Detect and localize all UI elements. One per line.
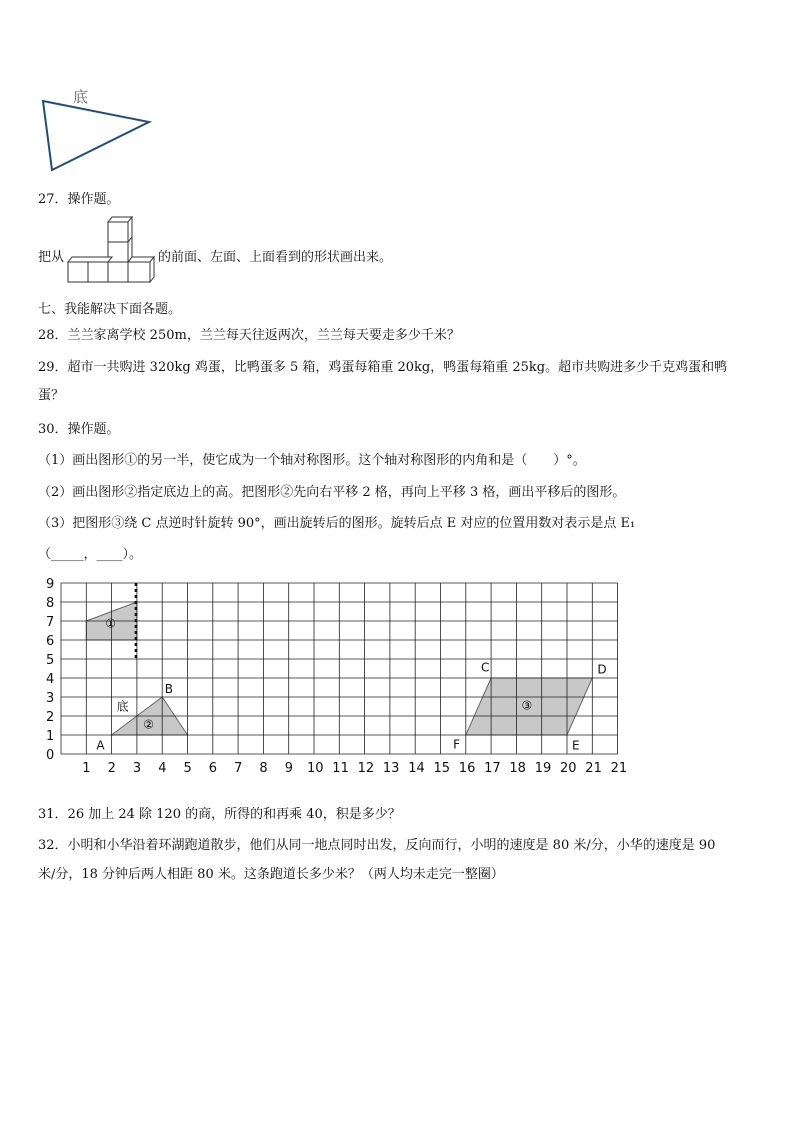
x-tick-label: 12 <box>357 761 375 776</box>
q30-part1: （1）画出图形①的另一半，使它成为一个轴对称图形。这个轴对称图形的内角和是（ ）°。 <box>38 453 586 468</box>
shape-1-label: ① <box>105 616 117 631</box>
x-tick-label: 18 <box>509 761 526 776</box>
x-tick-label: 11 <box>332 761 349 776</box>
triangle-base-label: 底 <box>73 88 89 106</box>
q28-text: 28．兰兰家离学校 250m，兰兰每天往返两次，兰兰每天要走多少千米？ <box>38 328 460 343</box>
point-f-label: F <box>453 737 461 752</box>
shape-2-label: ② <box>143 717 154 732</box>
x-tick-label: 21 <box>585 761 602 776</box>
x-tick-label: 1 <box>82 761 91 776</box>
x-tick-label: 6 <box>208 761 218 776</box>
y-tick-label: 6 <box>46 634 55 649</box>
q27-title: 27．操作题。 <box>38 192 120 207</box>
y-tick-label: 4 <box>46 672 55 687</box>
y-tick-label: 8 <box>46 596 55 611</box>
x-tick-label: 10 <box>307 761 324 776</box>
x-tick-label: 19 <box>534 761 552 776</box>
y-tick-label: 7 <box>46 615 55 630</box>
x-tick-label: 17 <box>484 761 501 776</box>
point-b-label: B <box>164 682 173 697</box>
q31-text: 31．26 加上 24 除 120 的商，所得的和再乘 40，积是多少？ <box>38 807 401 822</box>
y-tick-label: 5 <box>46 653 55 668</box>
shape-2-base-label: 底 <box>116 699 129 714</box>
point-e-label: E <box>572 738 580 753</box>
x-tick-label: 13 <box>382 761 400 776</box>
section-7-heading: 七、我能解决下面各题。 <box>38 302 182 317</box>
x-tick-label: 2 <box>107 761 116 776</box>
x-tick-label: 20 <box>560 761 577 776</box>
y-tick-label: 1 <box>46 729 55 744</box>
y-tick-label: 9 <box>46 577 55 592</box>
y-tick-label: 3 <box>46 691 55 706</box>
y-tick-label: 2 <box>46 710 55 725</box>
q27-prefix: 把从 <box>38 250 65 265</box>
x-tick-label: 7 <box>234 761 243 776</box>
q30-part3: （3）把图形③绕 C 点逆时针旋转 90°，画出旋转后的图形。旋转后点 E 对应的位置用数对表示是点 E₁ <box>38 516 636 531</box>
point-a-label: A <box>96 738 105 753</box>
q32-line2: 米/分，18 分钟后两人相距 80 米。这条跑道长多少米？（两人均未走完一整圈） <box>38 867 504 882</box>
x-tick-label: 21 <box>610 761 628 776</box>
q29-line1: 29．超市一共购进 320kg 鸡蛋，比鸭蛋多 5 箱，鸡蛋每箱重 20kg，鸭蛋每箱重 25kg。超市共购进多少千克鸡蛋和鸭 <box>38 360 728 375</box>
y-tick-label: 0 <box>46 748 55 763</box>
x-tick-label: 8 <box>259 761 268 776</box>
x-tick-label: 14 <box>408 761 425 776</box>
q29-line2: 蛋？ <box>38 388 65 403</box>
x-tick-label: 5 <box>183 761 192 776</box>
q32-line1: 32．小明和小华沿着环湖跑道散步，他们从同一地点同时出发，反向而行，小明的速度是 80 米/分，小华的速度是 90 <box>38 838 716 853</box>
point-c-label: C <box>480 660 490 675</box>
q30-title: 30．操作题。 <box>38 422 120 437</box>
x-tick-label: 15 <box>433 761 451 776</box>
shape-3-label: ③ <box>521 698 533 713</box>
x-tick-label: 4 <box>158 761 167 776</box>
q27-suffix: 的前面、左面、上面看到的形状画出来。 <box>158 250 393 265</box>
x-tick-label: 3 <box>132 761 142 776</box>
x-tick-label: 9 <box>284 761 293 776</box>
point-d-label: D <box>597 662 607 677</box>
q30-part2: （2）画出图形②指定底边上的高。把图形②先向右平移 2 格，再向上平移 3 格，画出平移后的图形。 <box>38 485 626 500</box>
x-tick-label: 16 <box>458 761 476 776</box>
q30-part3-blank: （_____，____）。 <box>38 547 143 562</box>
